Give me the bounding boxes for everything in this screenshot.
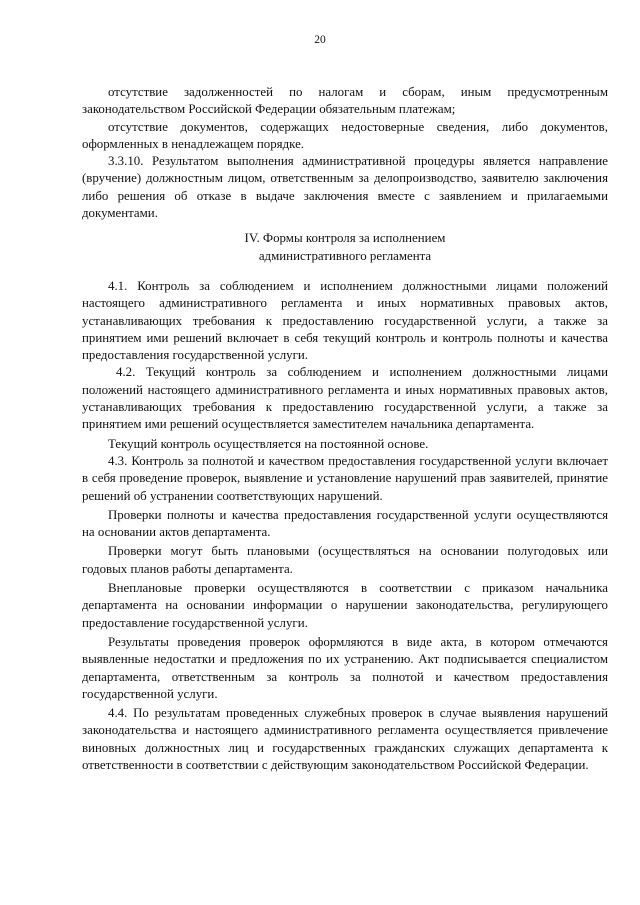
paragraph-4-3: 4.3. Контроль за полнотой и качеством предоставления государственной услуги включает в себя проведение проверок, выявление и установление нарушений прав заявителей, принятие решений об устранении соответствующих нарушений. — [82, 453, 608, 503]
page-number: 20 — [314, 34, 326, 46]
paragraph-planned-checks: Проверки могут быть плановыми (осуществляться на основании полугодовых или годовых планов работы департамента. — [82, 544, 608, 576]
paragraph-debt-absence: отсутствие задолженностей по налогам и сборам, иным предусмотренным законодательством Российской Федерации обязательным платежам; — [82, 85, 608, 117]
paragraph-3-3-10: 3.3.10. Результатом выполнения административной процедуры является направление (вручение) должностным лицом, ответственным за делопроизводство, заявителю заключения либо решения об отказе в выдаче заключения вместе с заявлением и прилагаемыми документами. — [82, 154, 608, 221]
section-heading-line-1: IV. Формы контроля за исполнением — [244, 231, 446, 246]
paragraph-checks-basis: Проверки полноты и качества предоставления государственной услуги осуществляются на основании актов департамента. — [82, 507, 608, 540]
paragraph-4-4: 4.4. По результатам проведенных служебных проверок в случае выявления нарушений законодательства и настоящего административного регламента осуществляется привлечение виновных должностных лиц и государственных гражданских служащих департамента к ответственности в соответствии с действующим законодательством Российской Федерации. — [82, 706, 608, 772]
section-heading — [82, 230, 608, 265]
paragraph-documents-absence: отсутствие документов, содержащих недостоверные сведения, либо документов, оформленных в ненадлежащем порядке. — [82, 119, 608, 151]
paragraph-unplanned-checks: Внеплановые проверки осуществляются в соответствии с приказом начальника департамента на основании информации о нарушении законодательства, регулирующего предоставление государственной услуги. — [82, 581, 608, 630]
paragraph-4-2: 4.2. Текущий контроль за соблюдением и исполнением должностными лицами положений настоящего административного регламента и иных нормативных правовых актов, устанавливающих требования к предоставлению государственной услуги, а также за принятием ими решений осуществляется заместителем начальника департамента. — [82, 365, 608, 432]
paragraph-4-1: 4.1. Контроль за соблюдением и исполнением должностными лицами положений настоящего административного регламента и иных нормативных правовых актов, устанавливающих требования к предоставлению государственной услуги, а также за принятием ими решений включает в себя текущий контроль и контроль полноты и качества предоставления государственной услуги. — [82, 278, 608, 363]
section-heading-line-2: административного регламента — [258, 248, 432, 263]
paragraph-check-results: Результаты проведения проверок оформляются в виде акта, в котором отмечаются выявленные недостатки и предложения по их устранению. Акт подписывается специалистом департамента, ответственным за контроль за полнотой и качеством предоставления государственной услуги. — [82, 634, 608, 701]
document-body — [82, 84, 608, 774]
paragraph-current-control: Текущий контроль осуществляется на постоянной основе. — [108, 436, 429, 451]
